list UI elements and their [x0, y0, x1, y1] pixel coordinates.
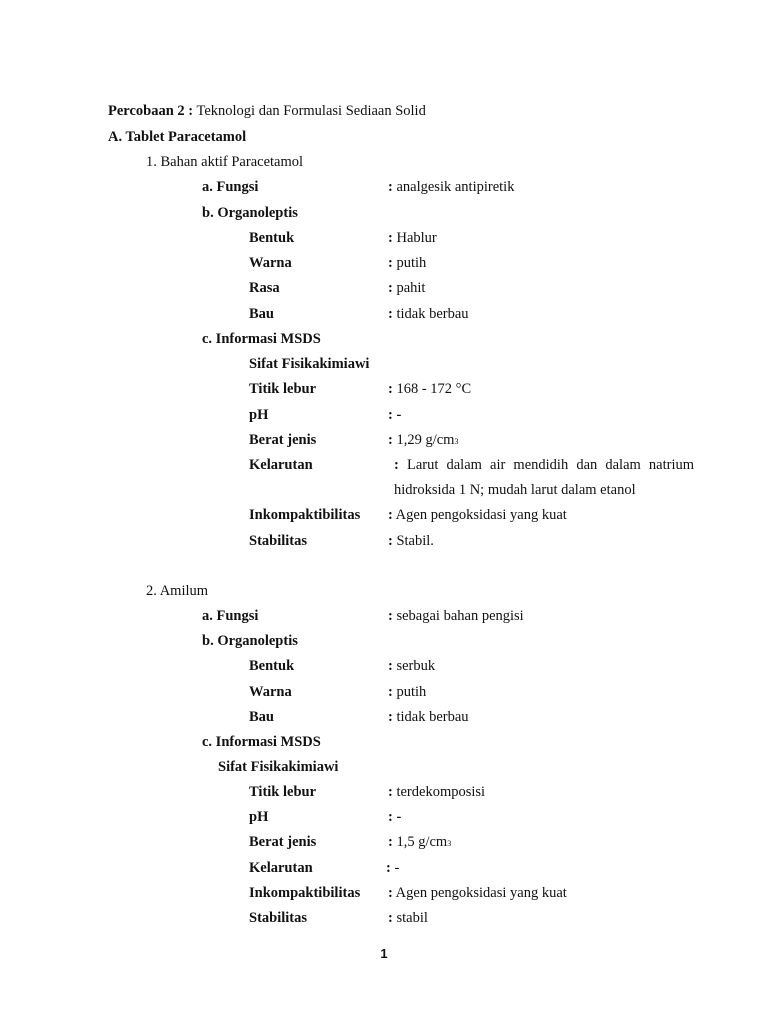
inkompaktibilitas-value: : Agen pengoksidasi yang kuat	[388, 507, 567, 523]
rasa-value: : pahit	[388, 280, 426, 296]
organoleptis-label: b. Organoleptis	[202, 205, 298, 221]
amilum-bentuk-value: : serbuk	[388, 658, 436, 674]
amilum-msds-label: c. Informasi MSDS	[202, 734, 321, 750]
page-number: 1	[380, 946, 388, 961]
amilum-bau-label: Bau	[249, 709, 274, 725]
bau-value: : tidak berbau	[388, 306, 469, 322]
inkompaktibilitas-label: Inkompaktibilitas	[249, 507, 361, 523]
titik-lebur-value: : 168 - 172 °C	[388, 381, 472, 397]
amilum-bentuk-label: Bentuk	[249, 658, 295, 674]
amilum-kelarutan-value: : -	[386, 860, 400, 876]
ph-label: pH	[249, 407, 269, 423]
amilum-titik-lebur-value: : terdekomposisi	[388, 784, 486, 800]
amilum-stabilitas-value: : stabil	[388, 910, 428, 926]
experiment-label: Percobaan 2 :	[108, 103, 194, 119]
amilum-organoleptis-label: b. Organoleptis	[202, 633, 298, 649]
ph-value: : -	[388, 407, 402, 423]
amilum-ph-value: : -	[388, 809, 402, 825]
section-heading: A. Tablet Paracetamol	[108, 129, 247, 145]
amilum-warna-label: Warna	[249, 684, 292, 700]
experiment-title: Teknologi dan Formulasi Sediaan Solid	[193, 103, 426, 119]
stabilitas-label: Stabilitas	[249, 533, 308, 549]
amilum-titik-lebur-label: Titik lebur	[249, 784, 317, 800]
kelarutan-value-line-2: hidroksida 1 N; mudah larut dalam etanol	[394, 482, 636, 498]
amilum-inkompaktibilitas-label: Inkompaktibilitas	[249, 885, 361, 901]
item-heading-paracetamol: 1. Bahan aktif Paracetamol	[146, 154, 304, 170]
msds-label: c. Informasi MSDS	[202, 331, 321, 347]
amilum-warna-value: : putih	[388, 684, 427, 700]
amilum-kelarutan-label: Kelarutan	[249, 860, 313, 876]
amilum-sifat-label: Sifat Fisikakimiawi	[218, 759, 339, 775]
amilum-bau-value: : tidak berbau	[388, 709, 469, 725]
amilum-fungsi-label: a. Fungsi	[202, 608, 259, 624]
fungsi-label: a. Fungsi	[202, 179, 259, 195]
page-title	[108, 102, 426, 120]
bau-label: Bau	[249, 306, 274, 322]
kelarutan-value-line-1: : Larut dalam air mendidih dan dalam natrium	[394, 457, 695, 473]
fungsi-value: : analgesik antipiretik	[388, 179, 515, 195]
amilum-berat-jenis-label: Berat jenis	[249, 834, 317, 850]
bentuk-label: Bentuk	[249, 230, 295, 246]
berat-jenis-label: Berat jenis	[249, 432, 317, 448]
kelarutan-label: Kelarutan	[249, 457, 313, 473]
rasa-label: Rasa	[249, 280, 280, 296]
berat-jenis-value: : 1,29 g/cm3	[388, 432, 459, 448]
stabilitas-value: : Stabil.	[388, 533, 434, 549]
amilum-fungsi-value: : sebagai bahan pengisi	[388, 608, 524, 624]
amilum-inkompaktibilitas-value: : Agen pengoksidasi yang kuat	[388, 885, 567, 901]
bentuk-value: : Hablur	[388, 230, 437, 246]
amilum-ph-label: pH	[249, 809, 269, 825]
titik-lebur-label: Titik lebur	[249, 381, 317, 397]
amilum-stabilitas-label: Stabilitas	[249, 910, 308, 926]
sifat-label: Sifat Fisikakimiawi	[249, 356, 370, 372]
warna-value: : putih	[388, 255, 427, 271]
item-heading-amilum: 2. Amilum	[146, 583, 209, 599]
amilum-berat-jenis-value: : 1,5 g/cm3	[388, 834, 452, 850]
warna-label: Warna	[249, 255, 292, 271]
